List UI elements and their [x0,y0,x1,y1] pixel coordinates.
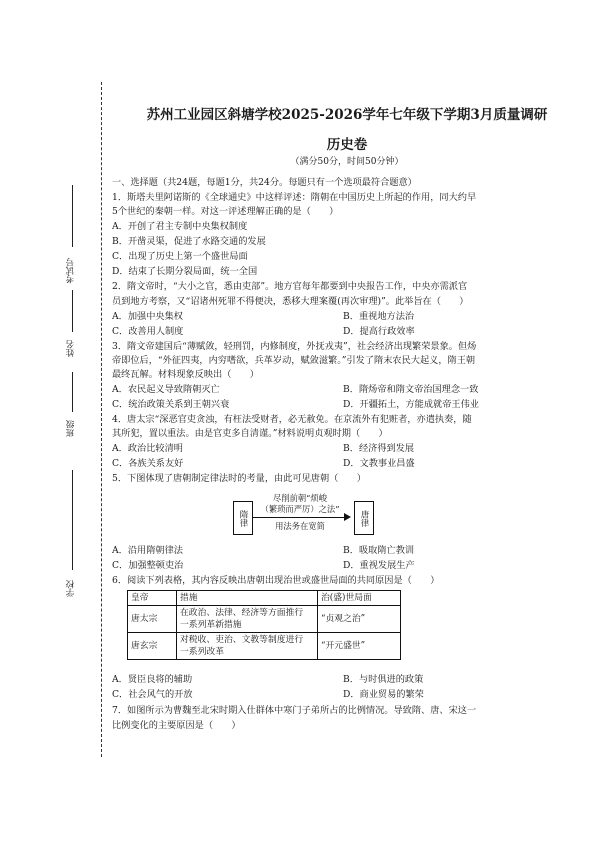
diagram-text-2: （繁琐而严厉）之法” [260,504,340,514]
table-cell-measures [177,633,318,660]
diagram-sui-law-box: 隋律 [233,501,253,535]
q3-stem-1: 3．隋文帝建国后“薄赋敛，轻刑罚，内修制度，外抚戎夷”，社会经济出现繁荣景象。但炀 [112,341,477,352]
q4-option-d[interactable]: D．文教事业昌盛 [343,458,415,469]
q2-option-d[interactable]: D．提高行政效率 [343,326,415,337]
q5-option-b[interactable]: B．吸取隋亡教训 [343,545,415,556]
q4-option-a[interactable]: A．政治比较清明 [112,443,183,454]
q1-stem-2: 5个世纪的秦朝一样。对这一评述理解正确的是（ ） [112,206,339,217]
class-label: 班级 [66,420,76,437]
diagram-arrow-line [252,517,348,518]
q1-option-a[interactable]: A．开创了君主专制中央集权制度 [112,221,248,232]
score-info: （满分50分，时间50分钟） [290,157,404,167]
measure-line: 一系列革新措施 [180,620,242,630]
q3-option-d[interactable]: D．开疆拓土，方能成就帝王伟业 [343,399,479,410]
q2-option-b[interactable]: B．重视地方法治 [343,311,415,322]
measure-line: 对税收、吏治、文教等制度进行 [180,635,304,645]
q6-option-d[interactable]: D．商业贸易的繁荣 [343,689,424,700]
table-row [128,606,401,633]
q5-option-c[interactable]: C．加强整顿吏治 [112,560,184,571]
table-cell-emperor: 唐玄宗 [128,633,177,660]
school-label: 学校 [66,580,76,597]
q6-option-b[interactable]: B．与时俱进的政策 [343,674,424,685]
name-label: 姓名 [66,340,76,357]
q5-option-d[interactable]: D．重视发展生产 [343,560,415,571]
q2-option-c[interactable]: C．改善用人制度 [112,326,184,337]
table-cell-era: “开元盛世” [318,633,401,660]
q4-option-c[interactable]: C．各族关系友好 [112,458,184,469]
q2-option-a[interactable]: A．加强中央集权 [112,311,183,322]
exam-number-label: 考试号 [66,258,76,284]
exam-number-blank[interactable] [72,185,73,247]
q6-stem-1: 6．阅读下列表格，其内容反映出唐朝出现治世或盛世局面的共同原因是（ ） [112,575,440,586]
diagram-tang-law-box: 唐律 [354,501,374,535]
measure-line: 在政治、法律、经济等方面推行 [180,608,304,618]
q3-stem-2: 帝即位后，“外征四夷，内穷嗜欲，兵革岁动，赋敛滋繁。”引发了隋末农民大起义，隋王朝 [112,355,476,366]
q6-option-a[interactable]: A．贤臣良将的辅助 [112,674,193,685]
q4-stem-2: 其所犯，置以重法。由是官吏多自清谨。”材料说明贞观时期（ ） [112,428,388,439]
school-blank[interactable] [72,470,73,570]
q4-option-b[interactable]: B．经济得到发展 [343,443,415,454]
table-header-row [128,591,401,606]
table-cell-emperor: 唐太宗 [128,606,177,633]
q6-option-c[interactable]: C．社会风气的开放 [112,689,193,700]
table-header: 措施 [177,591,318,606]
q7-stem-2: 比例变化的主要原因是（ ） [112,720,241,731]
class-blank[interactable] [72,372,73,412]
table-header: 治(盛)世局面 [318,591,401,606]
table-cell-measures [177,606,318,633]
q3-option-c[interactable]: C．统治政策关系到王朝兴衰 [112,399,230,410]
exam-subtitle: 历史卷 [326,137,368,153]
exam-title: 苏州工业园区斜塘学校2025-2026学年七年级下学期3月质量调研 [146,107,548,123]
q3-option-b[interactable]: B．隋炀帝和隋文帝治国理念一致 [343,384,479,395]
measure-line: 一系列改革 [180,647,224,657]
q2-stem-2: 员到地方考察，又“诏诸州死罪不得便决，悉移大理案覆(再次审理)”。此举旨在（ ） [112,296,469,307]
table-row [128,633,401,660]
q3-stem-3: 最终瓦解。材料现象反映出（ ） [112,369,259,380]
table-header: 皇帝 [128,591,177,606]
q5-stem-1: 5．下图体现了唐朝制定律法时的考量，由此可见唐朝（ ） [112,473,366,484]
q2-stem-1: 2．隋文帝时，“大小之官，悉由吏部”。地方官每年都要到中央报告工作，中央亦需派官 [112,281,468,292]
diagram-text-1: 尽削前朝“烦峻 [272,493,328,503]
q1-option-d[interactable]: D．结束了长期分裂局面，统一全国 [112,266,258,277]
section-heading: 一、选择题（共24题，每题1分，共24分。每题只有一个选项最符合题意） [112,177,417,188]
diagram-text-3: 用法务在宽简 [275,521,325,531]
name-blank[interactable] [72,290,73,332]
q1-option-b[interactable]: B．开凿灵渠，促进了水路交通的发展 [112,236,266,247]
q5-option-a[interactable]: A．沿用隋朝律法 [112,545,183,556]
q7-stem-1: 7．如图所示为曹魏至北宋时期入仕群体中寒门子弟所占的比例情况。导致隋、唐、宋这一 [112,705,477,716]
table-cell-era: “贞观之治” [318,606,401,633]
q6-table [127,590,401,660]
q1-option-c[interactable]: C．出现了历史上第一个盛世局面 [112,251,248,262]
q3-option-a[interactable]: A．农民起义导致隋朝灭亡 [112,384,220,395]
q1-stem-1: 1．斯塔夫里阿诺斯的《全球通史》中这样评述：隋朝在中国历史上所起的作用，同大约早 [112,192,477,203]
binding-line [101,82,102,757]
q4-stem-1: 4．唐太宗“深恶官吏贪浊，有枉法受财者，必无赦免。在京流外有犯赃者，亦遣执奏，随 [112,414,472,425]
